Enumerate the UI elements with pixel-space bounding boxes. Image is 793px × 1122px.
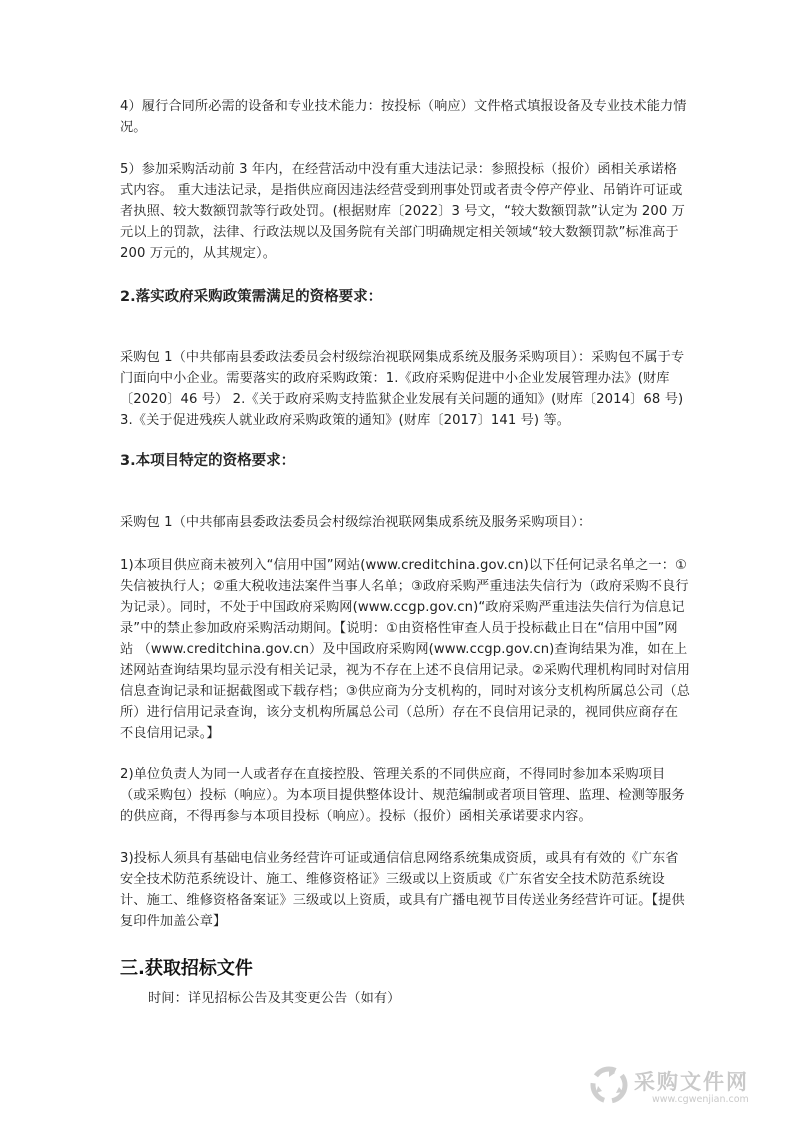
paragraph-policy: 采购包 1（中共郁南县委政法委员会村级综治视联网集成系统及服务采购项目）：采购包不属于专门面向中小企业。需要落实的政府采购政策：1.《政府采购促进中小企业发展管理办法》(财库〔2020〕46 号） 2.《关于政府采购支持监狱企业发展有关问题的通知》(财库〔2014〕68 号) 3.《关于促进残疾人就业政府采购政策的通知》(财库〔2017〕141 号) 等。 <box>120 350 685 428</box>
paragraph-requirement-3: 3)投标人须具有基础电信业务经营许可证或通信信息网络系统集成资质，或具有有效的《广东省安全技术防范系统设计、施工、维修资格证》三级或以上资质或《广东省安全技术防范系统设计、施工、维修资格备案证》三级或以上资质，或具有广播电视节目传送业务经营许可证。【提供复印件加盖公章】 <box>120 851 685 929</box>
paragraph-no-violation: 5）参加采购活动前 3 年内，在经营活动中没有重大违法记录：参照投标（报价）函相关承诺格式内容。 重大违法记录，是指供应商因违法经营受到刑事处罚或者责令停产停业、吊销许可证或者执照、较大数额罚款等行政处罚。(根据财库〔2022〕3 号文，“较大数额罚款”认定为 200 万元以上的罚款，法律、行政法规以及国务院有关部门明确规定相关领域“较大数额罚款”标准高于 200 万元的，从其规定）。 <box>120 162 685 261</box>
heading-policy-requirements: 2.落实政府采购政策需满足的资格要求： <box>120 289 383 305</box>
watermark-url: www.cgwenjian.com <box>652 1094 749 1105</box>
watermark <box>590 1064 780 1108</box>
watermark-title: 采购文件网 <box>634 1070 749 1094</box>
heading-obtain-documents: 三.获取招标文件 <box>120 958 253 979</box>
paragraph-time: 时间：详见招标公告及其变更公告（如有） <box>148 991 401 1006</box>
paragraph-package: 采购包 1（中共郁南县委政法委员会村级综治视联网集成系统及服务采购项目）： <box>120 515 592 530</box>
paragraph-equipment: 4）履行合同所必需的设备和专业技术能力：按投标（响应）文件格式填报设备及专业技术能力情况。 <box>120 99 687 135</box>
recycle-arrows-icon <box>590 1066 628 1104</box>
paragraph-requirement-2: 2)单位负责人为同一人或者存在直接控股、管理关系的不同供应商，不得同时参加本采购项目（或采购包）投标（响应）。为本项目提供整体设计、规范编制或者项目管理、监理、检测等服务的供应商，不得再参与本项目投标（响应）。投标（报价）函相关承诺要求内容。 <box>120 767 685 824</box>
heading-specific-requirements: 3.本项目特定的资格要求： <box>120 453 296 469</box>
paragraph-requirement-1: 1)本项目供应商未被列入“信用中国”网站(www.creditchina.gov.cn)以下任何记录名单之一：①失信被执行人；②重大税收违法案件当事人名单；③政府采购严重违法失信行为（政府采购不良行为记录）。同时，不处于中国政府采购网(www.ccgp.gov.cn)“政府采购严重违法失信行为信息记录”中的禁止参加政府采购活动期间。【说明：①由资格性审查人员于投标截止日在“信用中国”网站 （www.creditchina.gov.cn）及中国政府采购网(www.ccgp.gov.cn)查询结果为准，如在上述网站查询结果均显示没有相关记录，视为不存在上述不良信用记录。②采购代理机构同时对信用信息查询记录和证据截图或下载存档；③供应商为分支机构的，同时对该分支机构所属总公司（总所）进行信用记录查询，该分支机构所属总公司（总所）存在不良信用记录的，视同供应商存在不良信用记录。】 <box>120 558 690 741</box>
